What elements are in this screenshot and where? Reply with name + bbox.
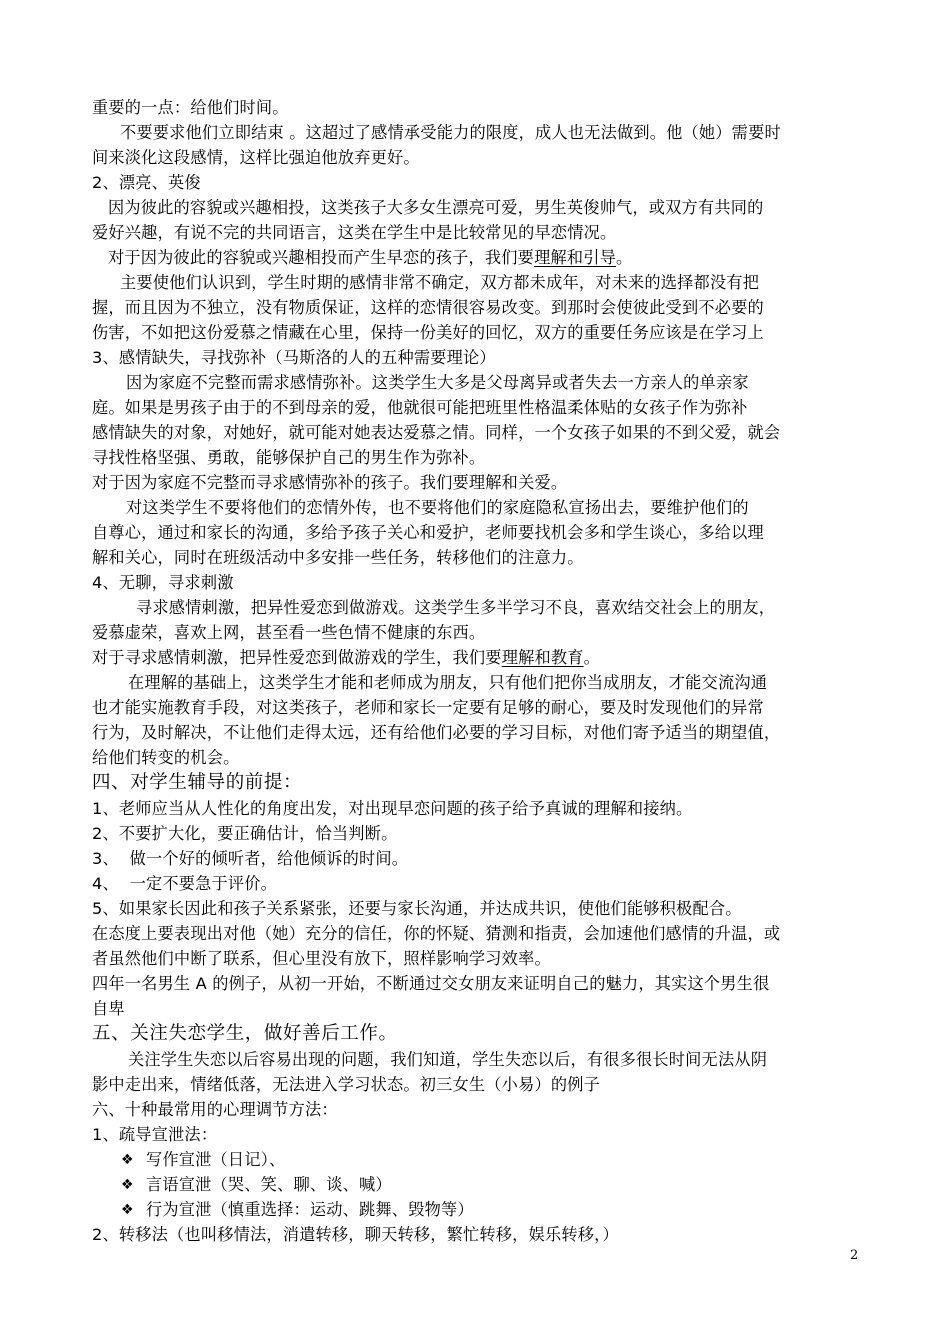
paragraph-line: 爱好兴趣，有说不完的共同语言，这类在学生中是比较常见的早恋情况。 bbox=[92, 223, 617, 242]
list-item: 2、不要扩大化，要正确估计，恰当判断。 bbox=[92, 824, 398, 843]
paragraph-line: 在理解的基础上，这类学生才能和老师成为朋友，只有他们把你当成朋友，才能交流沟通 bbox=[128, 673, 768, 692]
paragraph-line: 庭。如果是男孩子由于的不到母亲的爱，他就很可能把班里性格温柔体贴的女孩子作为弥补 bbox=[92, 398, 748, 417]
paragraph-line: 主要使他们认识到，学生时期的感情非常不确定，双方都未成年，对未来的选择都没有把 bbox=[120, 273, 760, 292]
paragraph-line: 间来淡化这段感情，这样比强迫他放弃更好。 bbox=[92, 148, 420, 167]
paragraph-line: 者虽然他们中断了联系，但心里没有放下，照样影响学习效率。 bbox=[92, 949, 551, 968]
bullet-icon: ❖ bbox=[121, 1152, 134, 1168]
paragraph-line: 对于因为家庭不完整而寻求感情弥补的孩子。我们要理解和关爱。 bbox=[92, 473, 568, 492]
paragraph-line bbox=[92, 246, 884, 270]
underlined-text: 理解和教育 bbox=[501, 648, 584, 667]
text-run: 。 bbox=[583, 648, 601, 667]
list-item: 5、如果家长因此和孩子关系紧张，还要与家长沟通，并达成共识，使他们能够积极配合。 bbox=[92, 899, 742, 918]
list-item: 4、 一定不要急于评价。 bbox=[92, 874, 278, 893]
paragraph-line: 给他们转变的机会。 bbox=[92, 748, 240, 767]
bullet-icon: ❖ bbox=[121, 1177, 134, 1193]
paragraph-line: 自卑 bbox=[92, 999, 125, 1018]
list-item: 1、老师应当从人性化的角度出发，对出现早恋问题的孩子给予真诚的理解和接纳。 bbox=[92, 799, 693, 818]
paragraph-line: 影中走出来，情绪低落，无法进入学习状态。初三女生（小易）的例子 bbox=[92, 1075, 601, 1094]
text-run: 。 bbox=[616, 248, 633, 267]
list-item: 3、 做一个好的倾听者，给他倾诉的时间。 bbox=[92, 849, 409, 868]
section-heading: 1、疏导宣泄法： bbox=[92, 1125, 218, 1144]
paragraph-line: 寻找性格坚强、勇敢，能够保护自己的男生作为弥补。 bbox=[92, 448, 486, 467]
bullet-item: 行为宣泄（慎重选择：运动、跳舞、毁物等） bbox=[146, 1200, 474, 1219]
paragraph-line: 爱慕虚荣，喜欢上网，甚至看一些色情不健康的东西。 bbox=[92, 623, 486, 642]
paragraph-line: 因为彼此的容貌或兴趣相投，这类孩子大多女生漂亮可爱，男生英俊帅气，或双方有共同的 bbox=[108, 198, 764, 217]
page-number: 2 bbox=[850, 1248, 859, 1263]
paragraph-line: 伤害，不如把这份爱慕之情藏在心里，保持一份美好的回忆，双方的重要任务应该是在学习上 bbox=[92, 323, 764, 342]
section-heading: 2、漂亮、英俊 bbox=[92, 173, 201, 192]
section-heading: 4、无聊，寻求刺激 bbox=[92, 573, 234, 592]
paragraph-line: 因为家庭不完整而需求感情弥补。这类学生大多是父母离异或者失去一方亲人的单亲家 bbox=[126, 373, 749, 392]
paragraph-line: 握，而且因为不独立，没有物质保证，这样的恋情很容易改变。到那时会使彼此受到不必要的 bbox=[92, 298, 764, 317]
bullet-icon: ❖ bbox=[121, 1202, 134, 1218]
paragraph-line bbox=[92, 646, 868, 670]
chapter-heading: 五、关注失恋学生，做好善后工作。 bbox=[92, 1023, 398, 1044]
text-run: 对于因为彼此的容貌或兴趣相投而产生早恋的孩子，我们要 bbox=[108, 248, 535, 267]
paragraph-line: 关注学生失恋以后容易出现的问题，我们知道，学生失恋以后，有很多很长时间无法从阴 bbox=[128, 1050, 768, 1069]
paragraph-line: 也才能实施教育手段，对这类孩子，老师和家长一定要有足够的耐心，要及时发现他们的异常 bbox=[92, 698, 764, 717]
paragraph-line: 行为，及时解决，不让他们走得太远，还有给他们必要的学习目标，对他们寄予适当的期望值， bbox=[92, 723, 781, 742]
underlined-text: 理解和引导 bbox=[534, 248, 617, 267]
section-heading: 2、转移法（也叫移情法，消遣转移，聊天转移，繁忙转移，娱乐转移，） bbox=[92, 1225, 619, 1244]
paragraph-line: 自尊心，通过和家长的沟通，多给予孩子关心和爱护，老师要找机会多和学生谈心，多给以理 bbox=[92, 523, 764, 542]
section-heading: 3、感情缺失，寻找弥补（马斯洛的人的五种需要理论） bbox=[92, 348, 496, 367]
bullet-item: 言语宣泄（哭、笑、聊、谈、喊） bbox=[146, 1175, 392, 1194]
paragraph-line: 解和关心，同时在班级活动中多安排一些任务，转移他们的注意力。 bbox=[92, 548, 584, 567]
paragraph-line: 在态度上要表现出对他（她）充分的信任，你的怀疑、猜测和指责，会加速他们感情的升温，或 bbox=[92, 924, 781, 943]
paragraph-line: 寻求感情刺激，把异性爱恋到做游戏。这类学生多半学习不良，喜欢结交社会上的朋友， bbox=[136, 598, 776, 617]
paragraph-line: 感情缺失的对象，对她好，就可能对她表达爱慕之情。同样，一个女孩子如果的不到父爱，就会 bbox=[92, 423, 781, 442]
paragraph-line: 四年一名男生 A 的例子，从初一开始，不断通过交女朋友来证明自己的魅力，其实这个男生很 bbox=[92, 974, 770, 993]
paragraph-line: 重要的一点：给他们时间。 bbox=[92, 98, 289, 117]
paragraph-line: 不要要求他们立即结束 。这超过了感情承受能力的限度，成人也无法做到。他（她）需要时 bbox=[120, 123, 781, 142]
chapter-heading: 四、对学生辅导的前提： bbox=[92, 772, 303, 793]
section-heading: 六、十种最常用的心理调节方法： bbox=[92, 1100, 338, 1119]
text-run: 对于寻求感情刺激，把异性爱恋到做游戏的学生，我们要 bbox=[92, 648, 502, 667]
bullet-item: 写作宣泄（日记）、 bbox=[146, 1150, 286, 1169]
paragraph-line: 对这类学生不要将他们的恋情外传，也不要将他们的家庭隐私宣扬出去，要维护他们的 bbox=[126, 498, 749, 517]
